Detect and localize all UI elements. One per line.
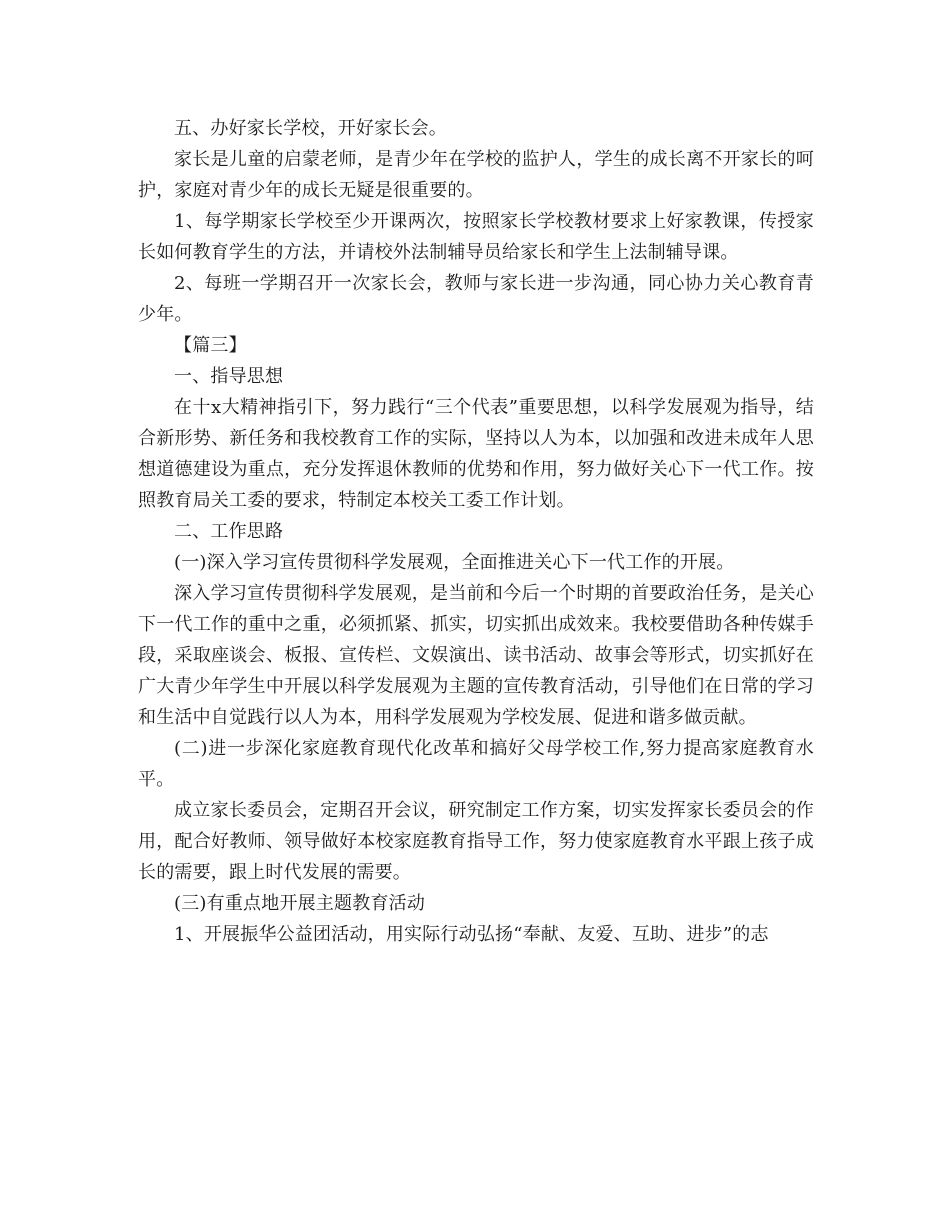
- list-item: 1、开展振华公益团活动，用实际行动弘扬“奉献、友爱、互助、进步”的志: [174, 924, 769, 945]
- paragraph: 成立家长委员会，定期召开会议，研究制定工作方案，切实发挥家长委员会的作用，配合好教师、领导做好本校家庭教育指导工作，努力使家庭教育水平跟上孩子成长的需要，跟上时代发展的需要。: [138, 800, 814, 883]
- subsection-heading: (三)有重点地开展主题教育活动: [174, 893, 426, 914]
- list-item: 2、每班一学期召开一次家长会，教师与家长进一步沟通，同心协力关心教育青少年。: [138, 273, 814, 325]
- paragraph: 家长是儿童的启蒙老师，是青少年在学校的监护人，学生的成长离不开家长的呵护，家庭对青少年的成长无疑是很重要的。: [138, 149, 814, 201]
- section-heading-five: 五、办好家长学校，开好家长会。: [174, 118, 447, 139]
- list-item: 1、每学期家长学校至少开课两次，按照家长学校教材要求上好家教课，传授家长如何教育学生的方法，并请校外法制辅导员给家长和学生上法制辅导课。: [138, 211, 814, 263]
- section-heading-one: 一、指导思想: [174, 366, 284, 387]
- document-body: [138, 113, 814, 950]
- part-heading: 【篇三】: [174, 335, 247, 356]
- paragraph: 在十x大精神指引下，努力践行“三个代表”重要思想，以科学发展观为指导，结合新形势、新任务和我校教育工作的实际，坚持以人为本，以加强和改进未成年人思想道德建设为重点，充分发挥退休教师的优势和作用，努力做好关心下一代工作。按照教育局关工委的要求，特制定本校关工委工作计划。: [138, 397, 814, 511]
- paragraph: 深入学习宣传贯彻科学发展观，是当前和今后一个时期的首要政治任务，是关心下一代工作的重中之重，必须抓紧、抓实，切实抓出成效来。我校要借助各种传媒手段，采取座谈会、板报、宣传栏、文娱演出、读书活动、故事会等形式，切实抓好在广大青少年学生中开展以科学发展观为主题的宣传教育活动，引导他们在日常的学习和生活中自觉践行以人为本，用科学发展观为学校发展、促进和谐多做贡献。: [138, 583, 814, 728]
- subsection-heading: (二)进一步深化家庭教育现代化改革和搞好父母学校工作,努力提高家庭教育水平。: [138, 738, 814, 790]
- section-heading-two: 二、工作思路: [174, 521, 284, 542]
- subsection-heading: (一)深入学习宣传贯彻科学发展观，全面推进关心下一代工作的开展。: [174, 552, 735, 573]
